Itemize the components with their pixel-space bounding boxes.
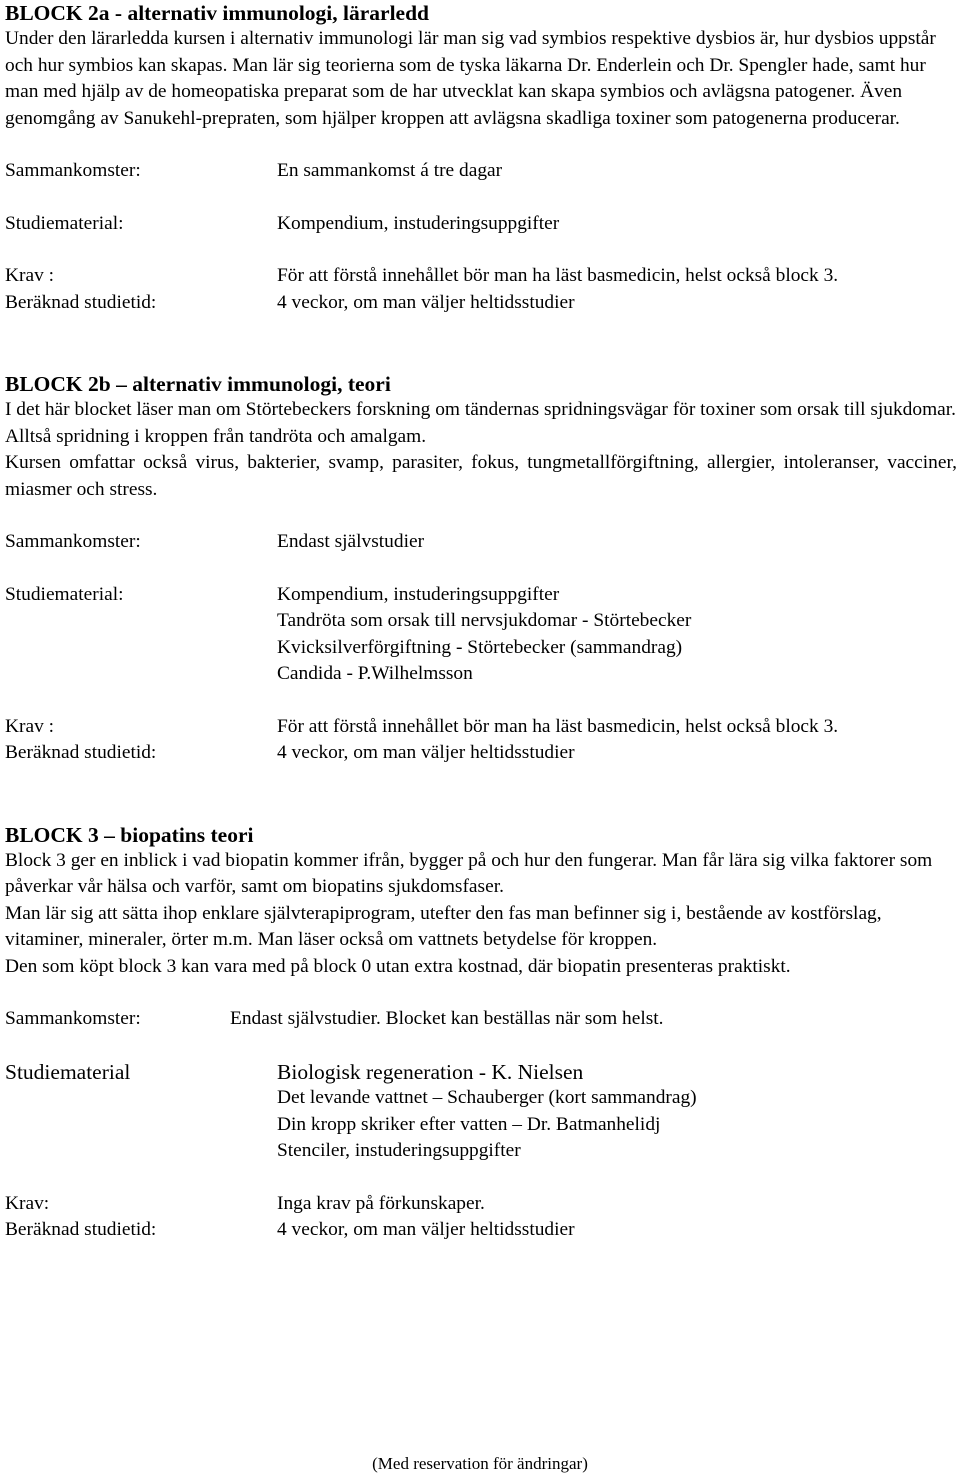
block-2a-title: BLOCK 2a - alternativ immunologi, lärarledd (5, 1, 430, 25)
studiematerial-label: Studiematerial: (5, 212, 124, 234)
studietid-label: Beräknad studietid: (5, 291, 157, 313)
studietid-value: 4 veckor, om man väljer heltidsstudier (277, 1219, 575, 1240)
list-item: Din kropp skriker efter vatten – Dr. Batmanhelidj (277, 1113, 661, 1135)
block-2b-studiematerial-row (5, 582, 957, 688)
studiematerial-list (277, 582, 957, 688)
block-2a-sammankomster-row (5, 158, 957, 185)
sammankomster-label: Sammankomster: (5, 1008, 141, 1029)
block-3-description-3: Den som köpt block 3 kan vara med på block 0 utan extra kostnad, där biopatin presenteras praktiskt. (5, 955, 791, 977)
block-3-sammankomster-row (5, 1006, 957, 1033)
sammankomster-value: Endast självstudier. Blocket kan beställas när som helst. (230, 1008, 664, 1029)
list-item: Biologisk regeneration - K. Nielsen (277, 1059, 584, 1084)
block-3-studietid-row (5, 1217, 957, 1244)
block-2a-krav-row (5, 263, 957, 290)
krav-label: Krav : (5, 265, 54, 286)
block-3-studiematerial-row (5, 1059, 957, 1165)
block-2a (5, 0, 957, 316)
block-2a-studiematerial-row (5, 211, 957, 238)
studiematerial-list (277, 1059, 957, 1165)
studietid-value: 4 veckor, om man väljer heltidsstudier (277, 742, 575, 763)
footer-note: (Med reservation för ändringar) (372, 1454, 588, 1473)
sammankomster-value: Endast självstudier (277, 531, 425, 552)
block-3-krav-row (5, 1191, 957, 1218)
studietid-value: 4 veckor, om man väljer heltidsstudier (277, 291, 575, 313)
list-item: Stenciler, instuderingsuppgifter (277, 1140, 521, 1161)
block-2a-description: Under den lärarledda kursen i alternativ immunologi lär man sig vad symbios respektive dysbios är, hur dysbios uppstår och hur symbios kan skapas. Man lär sig teorierna som de tyska läkarna Dr. Enderlein och Dr. Spengler hade, samt hur man med hjälp av de homeopatiska preparat som de har utvecklat kan skapa symbios och avlägsna patogener. Även genomgång av Sanukehl-prepraten, som hjälper kroppen att avlägsna skadliga toxiner som patogenerna producerar. (5, 28, 936, 129)
block-2b-studietid-row (5, 740, 957, 767)
krav-value: För att förstå innehållet bör man ha läst basmedicin, helst också block 3. (277, 265, 839, 286)
krav-label: Krav: (5, 1192, 50, 1214)
studiematerial-value: Kompendium, instuderingsuppgifter (277, 212, 560, 234)
studietid-label: Beräknad studietid: (5, 1219, 157, 1240)
studiematerial-label: Studiematerial (5, 1059, 131, 1084)
list-item: Kompendium, instuderingsuppgifter (277, 583, 560, 605)
krav-value: För att förstå innehållet bör man ha läst basmedicin, helst också block 3. (277, 715, 839, 737)
block-2b-krav-row (5, 714, 957, 741)
block-2b-sammankomster-row (5, 529, 957, 556)
list-item: Candida - P.Wilhelmsson (277, 663, 473, 684)
block-2b-title: BLOCK 2b – alternativ immunologi, teori (5, 372, 391, 396)
studiematerial-label: Studiematerial: (5, 583, 124, 605)
sammankomster-value: En sammankomst á tre dagar (277, 160, 503, 181)
sammankomster-label: Sammankomster: (5, 160, 141, 181)
krav-value: Inga krav på förkunskaper. (277, 1192, 485, 1214)
list-item: Kvicksilverförgiftning - Störtebecker (sammandrag) (277, 636, 683, 658)
block-3-title: BLOCK 3 – biopatins teori (5, 822, 254, 847)
krav-label: Krav : (5, 715, 54, 737)
block-2b (5, 371, 957, 767)
block-2a-studietid-row (5, 290, 957, 317)
document-page (5, 0, 957, 1244)
block-2b-description-1: I det här blocket läser man om Störtebeckers forskning om tändernas spridningsvägar för toxiner som orsak till sjukdomar. Alltså spridning i kroppen från tandröta och amalgam. (5, 399, 956, 447)
list-item: Det levande vattnet – Schauberger (kort sammandrag) (277, 1087, 697, 1108)
block-3-description-2: Man lär sig att sätta ihop enklare självterapiprogram, utefter den fas man befinner sig i, bestående av kostförslag, vitaminer, mineraler, örter m.m. Man läser också om vattnets betydelse för kroppen. (5, 902, 882, 950)
sammankomster-label: Sammankomster: (5, 531, 141, 552)
block-3 (5, 822, 957, 1244)
studietid-label: Beräknad studietid: (5, 742, 157, 763)
block-2b-description-2: Kursen omfattar också virus, bakterier, svamp, parasiter, fokus, tungmetallförgiftning, allergier, intoleranser, vacciner, miasmer och stress. (5, 452, 957, 500)
list-item: Tandröta som orsak till nervsjukdomar - Störtebecker (277, 610, 692, 631)
block-3-description-1: Block 3 ger en inblick i vad biopatin kommer ifrån, bygger på och hur den fungerar. Man får lära sig vilka faktorer som påverkar vår hälsa och varför, samt om biopatins sjukdomsfaser. (5, 849, 933, 897)
